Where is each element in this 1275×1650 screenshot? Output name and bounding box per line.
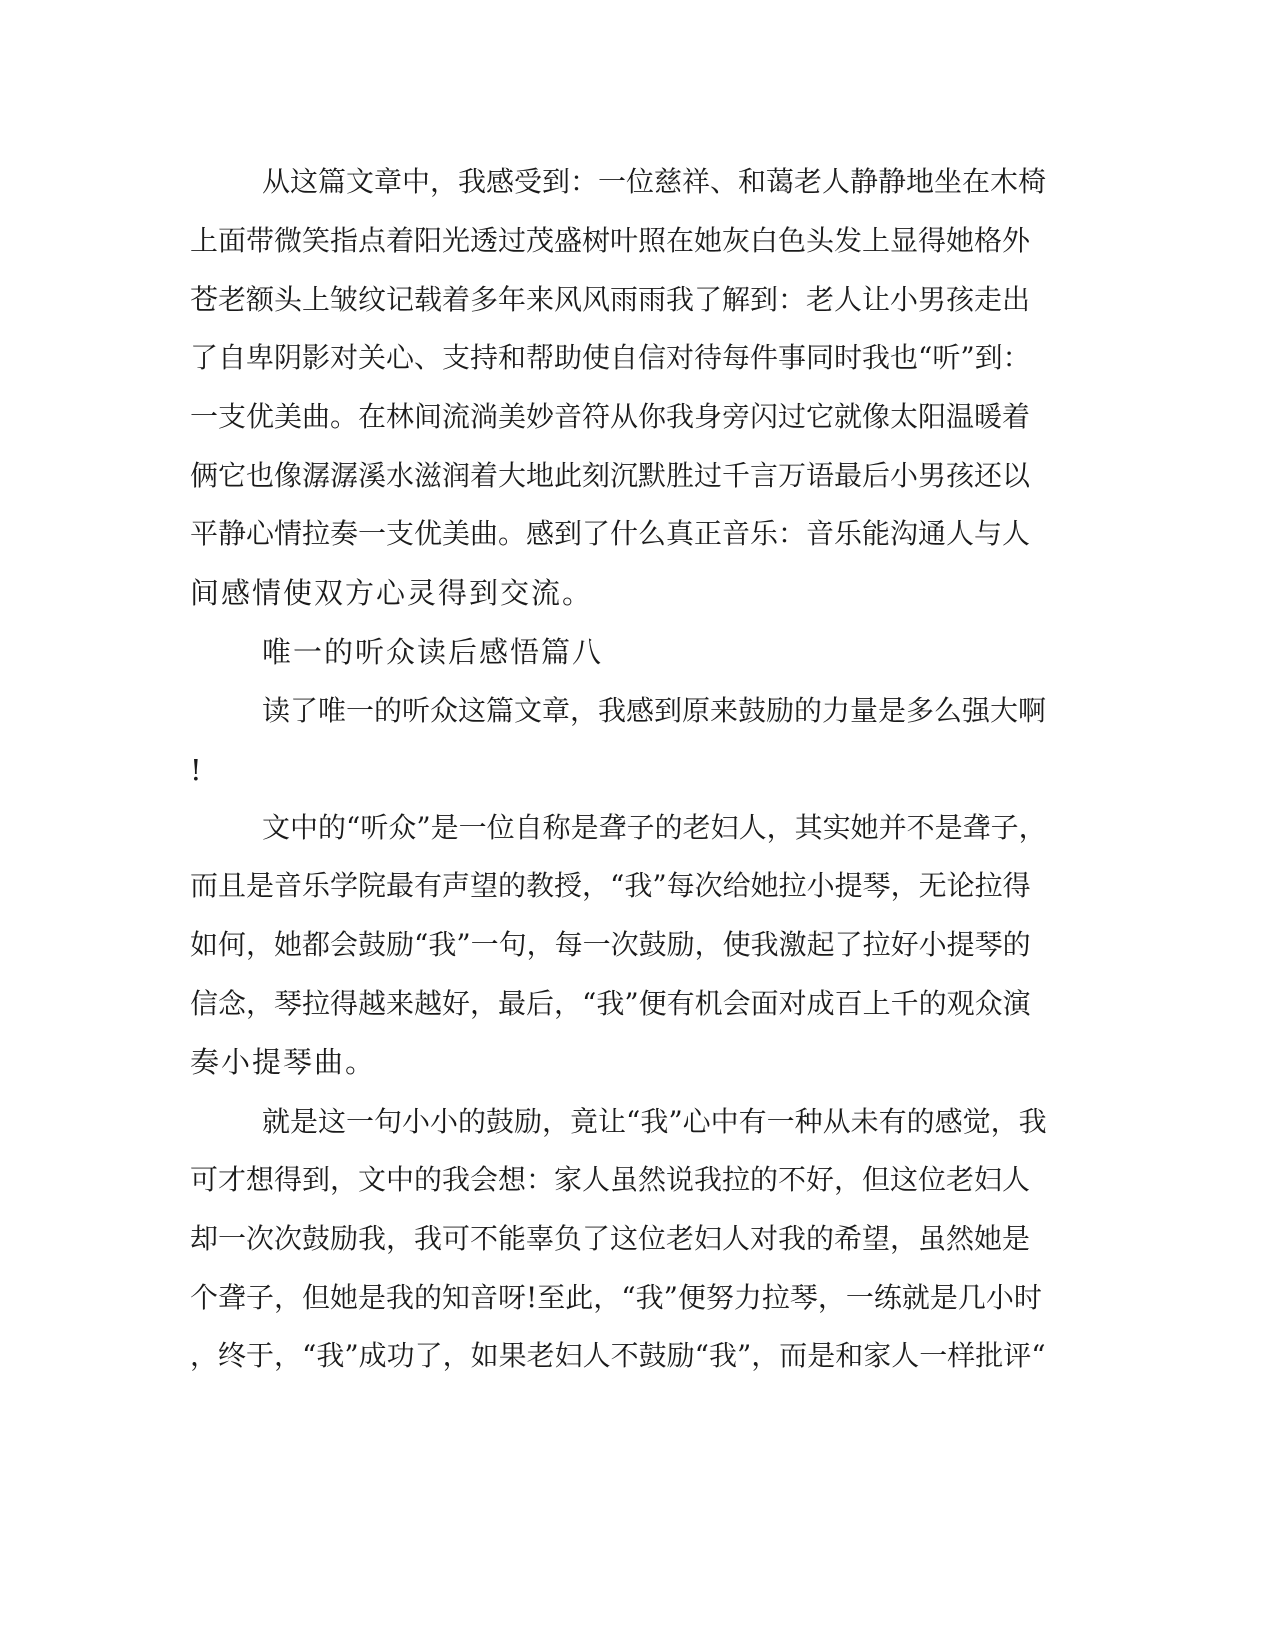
paragraph-line: 就是这一句小小的鼓励，竟让“我”心中有一种从未有的感觉，我: [262, 1105, 1047, 1138]
paragraph-line: 读了唯一的听众这篇文章，我感到原来鼓励的力量是多么强大啊: [262, 694, 1047, 727]
paragraph-line: !: [190, 753, 204, 787]
section-heading: 唯一的听众读后感悟篇八: [262, 635, 604, 669]
paragraph-line: 一支优美曲。在林间流淌美妙音符从你我身旁闪过它就像太阳温暖着: [190, 400, 1031, 433]
paragraph-line: 苍老额头上皱纹记载着多年来风风雨雨我了解到：老人让小男孩走出: [190, 283, 1031, 316]
paragraph-line: 而且是音乐学院最有声望的教授，“我”每次给她拉小提琴，无论拉得: [190, 869, 1031, 902]
paragraph-line: 从这篇文章中，我感受到：一位慈祥、和蔼老人静静地坐在木椅: [262, 165, 1047, 198]
paragraph-line: 奏小提琴曲。: [190, 1045, 377, 1079]
paragraph-line: 间感情使双方心灵得到交流。: [190, 576, 594, 610]
paragraph-line: 平静心情拉奏一支优美曲。感到了什么真正音乐：音乐能沟通人与人: [190, 517, 1031, 550]
paragraph-line: 上面带微笑指点着阳光透过茂盛树叶照在她灰白色头发上显得她格外: [190, 224, 1031, 257]
paragraph-line: 如何，她都会鼓励“我”一句，每一次鼓励，使我激起了拉好小提琴的: [190, 928, 1031, 961]
paragraph-line: 个聋子，但她是我的知音呀!至此，“我”便努力拉琴，一练就是几小时: [190, 1281, 1042, 1314]
paragraph-line: 了自卑阴影对关心、支持和帮助使自信对待每件事同时我也“听”到：: [190, 341, 1031, 374]
paragraph-line: 文中的“听众”是一位自称是聋子的老妇人，其实她并不是聋子，: [262, 811, 1047, 844]
paragraph-line: ，终于，“我”成功了，如果老妇人不鼓励“我”，而是和家人一样批评“: [190, 1339, 1046, 1372]
paragraph-line: 信念，琴拉得越来越好，最后，“我”便有机会面对成百上千的观众演: [190, 987, 1031, 1020]
paragraph-line: 俩它也像潺潺溪水滋润着大地此刻沉默胜过千言万语最后小男孩还以: [190, 459, 1031, 492]
paragraph-line: 可才想得到，文中的我会想：家人虽然说我拉的不好，但这位老妇人: [190, 1163, 1031, 1196]
paragraph-line: 却一次次鼓励我，我可不能辜负了这位老妇人对我的希望，虽然她是: [190, 1222, 1031, 1255]
